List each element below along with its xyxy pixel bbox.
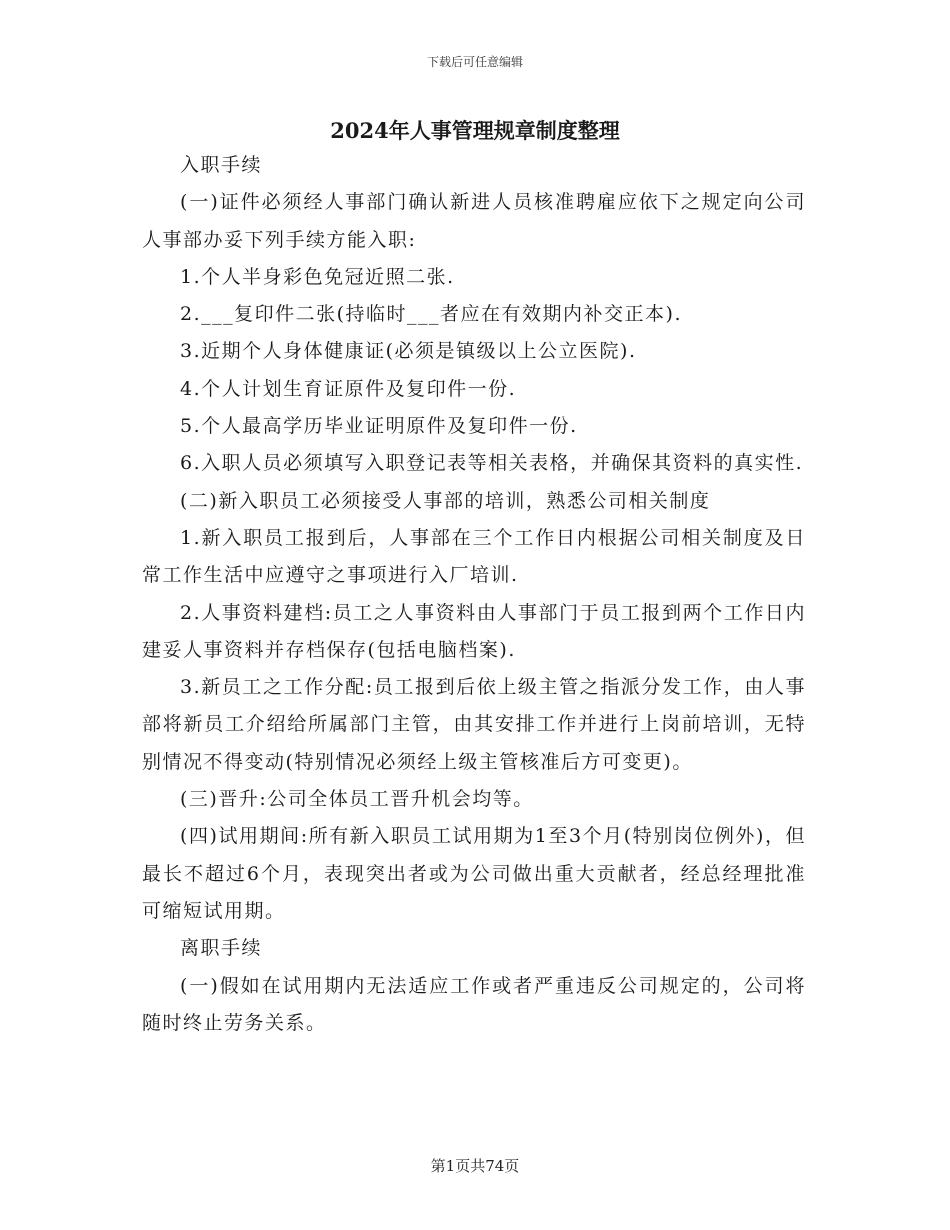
document-title: 2024年人事管理规章制度整理 <box>330 118 620 143</box>
paragraph: (一)假如在试用期内无法适应工作或者严重违反公司规定的，公司将随时终止劳务关系。 <box>142 974 806 1034</box>
paragraph: (一)证件必须经人事部门确认新进人员核准聘雇应依下之规定向公司人事部办妥下列手续方能入职: <box>142 191 806 251</box>
paragraph: (三)晋升:公司全体员工晋升机会均等。 <box>180 788 534 811</box>
paragraph: (二)新入职员工必须接受人事部的培训，熟悉公司相关制度 <box>180 489 711 512</box>
section-heading-onboarding: 入职手续 <box>180 154 263 176</box>
page-footer: 第1页共74页 <box>430 1157 520 1175</box>
list-item: 1.新入职员工报到后，人事部在三个工作日内根据公司相关制度及日常工作生活中应遵守之事项进行入厂培训. <box>142 526 806 587</box>
page-header: 下载后可任意编辑 <box>426 55 523 69</box>
list-item: 2.人事资料建档:员工之人事资料由人事部门于员工报到两个工作日内建妥人事资料并存档保存(包括电脑档案). <box>142 601 806 661</box>
list-item: 1.个人半身彩色免冠近照二张. <box>180 265 455 288</box>
document-body <box>142 147 806 1042</box>
list-item: 3.近期个人身体健康证(必须是镇级以上公立医院). <box>180 340 637 363</box>
list-item: 6.入职人员必须填写入职登记表等相关表格，并确保其资料的真实性. <box>180 452 804 475</box>
paragraph: (四)试用期间:所有新入职员工试用期为1至3个月(特别岗位例外)，但最长不超过6个月，表现突出者或为公司做出重大贡献者，经总经理批准可缩短试用期。 <box>142 825 806 922</box>
list-item: 2.___复印件二张(持临时___者应在有效期内补交正本). <box>180 303 682 326</box>
section-heading-resignation: 离职手续 <box>180 937 263 960</box>
list-item: 5.个人最高学历毕业证明原件及复印件一份. <box>180 415 578 438</box>
list-item: 3.新员工之工作分配:员工报到后依上级主管之指派分发工作，由人事部将新员工介绍给所属部门主管，由其安排工作并进行上岗前培训，无特别情况不得变动(特别情况必须经上级主管核准后方可变更)。 <box>142 676 806 773</box>
list-item: 4.个人计划生育证原件及复印件一份. <box>180 377 517 400</box>
